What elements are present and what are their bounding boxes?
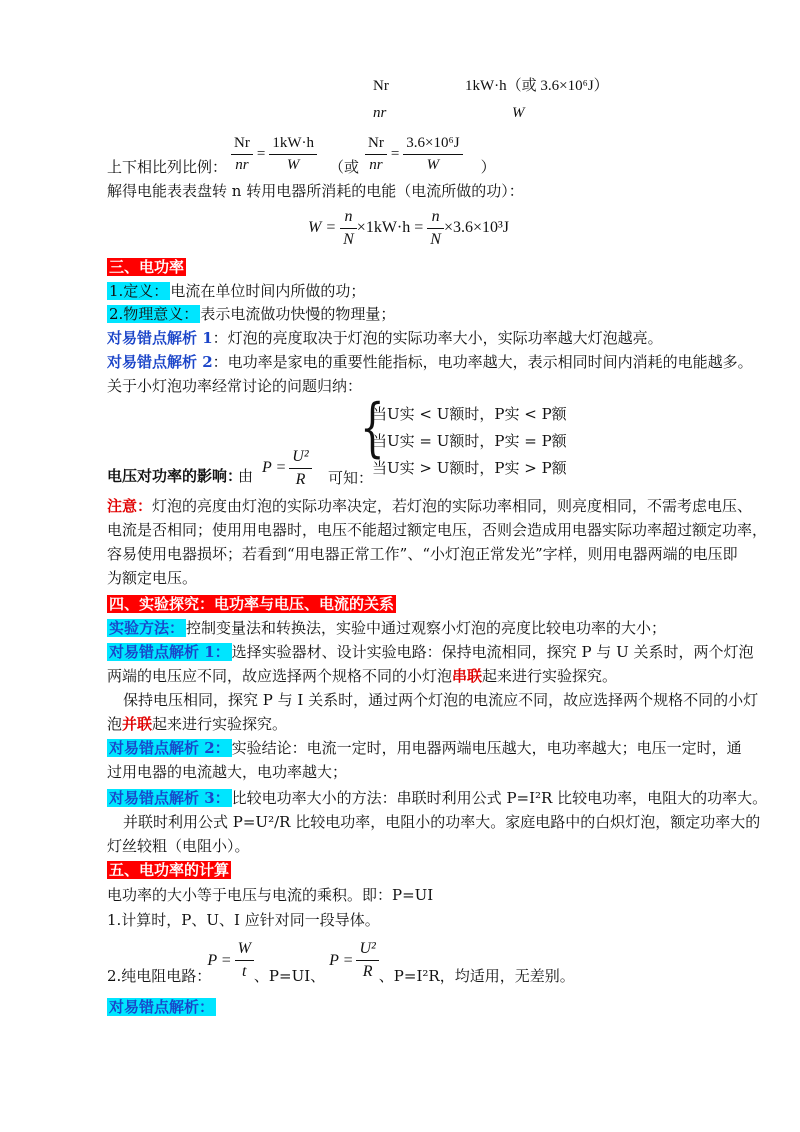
series-keyword: 串联 — [452, 667, 483, 685]
meaning-label: 2.物理意义： — [109, 305, 199, 323]
parallel-line-1: 保持电压相同，探究 P 与 I 关系时，通过两个灯泡的电流应不同，故应选择两个规格不同的小灯 — [123, 691, 759, 709]
note-label: 注意： — [107, 497, 153, 515]
top-w: W — [512, 105, 525, 121]
definition-label: 1.定义： — [109, 282, 169, 300]
s5-line-2: 1.计算时，P、U、I 应针对同一段导体。 — [107, 911, 380, 929]
note-line-3: 容易使用电器损坏；若看到“用电器正常工作”、“小灯泡正常发光”字样，则用电器两端的电压即 — [107, 545, 738, 563]
error-analysis-1: 对易错点解析 1：灯泡的亮度取决于灯泡的实际功率大小，实际功率越大灯泡越亮。 — [107, 329, 663, 347]
s4-error-3-line-2: 并联时利用公式 P=U²/R 比较电功率，电阻小的功率大。家庭电路中的白炽灯泡，额定功率大的 — [123, 813, 761, 831]
s4-error-3-line-1: 对易错点解析 3： 比较电功率大小的方法：串联时利用公式 P=I²R 比较电功率，电阻大的功率大。 — [109, 789, 768, 807]
definition-line: 1.定义： 电流在单位时间内所做的功； — [109, 282, 366, 300]
meaning-line: 2.物理意义： 表示电流做功快慢的物理量； — [109, 305, 396, 323]
fraction-joule-w: $\frac{\text{3.6×10⁶J}}{W}$ — [403, 134, 462, 175]
s5-line-1: 电功率的大小等于电压与电流的乘积。即：P=UI — [107, 886, 434, 904]
power-formula: P = $\frac{\text{U²}}{R}$ — [262, 446, 312, 490]
energy-formula: W = $\frac{n}{N}$ ×1kW·h = $\frac{n}{N}$ ×3.6×10³J — [308, 207, 510, 248]
solve-line: 解得电能表表盘转 n 转用电器所消耗的电能（电流所做的功）： — [107, 182, 524, 200]
section-5-title: 五、电功率的计算 — [109, 861, 230, 879]
s4-error-2-line-2: 过用电器的电流越大，电功率越大； — [107, 763, 348, 781]
s4-error-2-line-1: 对易错点解析 2： 实验结论：电流一定时，用电器两端电压越大，电功率越大；电压一定时，通 — [109, 739, 742, 757]
proportion-label: 上下相比列比例： — [107, 158, 228, 177]
note-line-2: 电流是否相同；使用用电器时，电压不能超过额定电压，否则会造成用电器实际功率超过额定功率， — [107, 521, 768, 539]
parallel-keyword: 并联 — [122, 715, 153, 733]
left-brace: { — [360, 391, 385, 465]
voltage-effect-label: 电压对功率的影响： — [107, 467, 243, 485]
top-nr: Nr — [373, 78, 389, 94]
note-line-1: 注意：灯泡的亮度由灯泡的实际功率决定，若灯泡的实际功率相同，则亮度相同，不需考虑电压、 — [107, 497, 753, 515]
summary-line: 关于小灯泡功率经常讨论的问题归纳： — [107, 377, 363, 395]
note-line-4: 为额定电压。 — [107, 569, 198, 587]
fraction-kwh-w: $\frac{1kW\cdot h}{W}$ — [269, 134, 317, 175]
section-4-title: 四、实验探究：电功率与电压、电流的关系 — [109, 595, 395, 613]
pure-resistance-line: 2.纯电阻电路： P = $\frac{W}{t}$ 、P=UI、 P = $\frac{\text{U²}}{R}$ 、P=I²R，均适用，无差别。 — [107, 940, 575, 986]
section-3-title: 三、电功率 — [109, 258, 185, 276]
fraction-nr-nr-2: $\frac{Nr}{nr}$ — [365, 134, 387, 175]
s4-error-1-line-2: 两端的电压应不同，故应选择两个规格不同的小灯泡串联起来进行实验探究。 — [107, 667, 618, 685]
case-3: 当U实 > U额时，P实 > P额 — [372, 459, 567, 477]
case-2: 当U实 = U额时，P实 = P额 — [372, 432, 567, 450]
fraction-nr-nr: $\frac{Nr}{nr}$ — [231, 134, 253, 175]
top-kwh: 1kW·h（或 3.6×10⁶J） — [465, 78, 609, 94]
s4-error-3-line-3: 灯丝较粗（电阻小）。 — [107, 837, 250, 855]
method-line: 实验方法： 控制变量法和转换法，实验中通过观察小灯泡的亮度比较电功率的大小； — [109, 619, 667, 637]
error-analysis-2: 对易错点解析 2：电功率是家电的重要性能指标，电功率越大，表示相同时间内消耗的电能越多。 — [107, 353, 753, 371]
case-1: 当U实 < U额时，P实 < P额 — [372, 405, 567, 423]
method-label: 实验方法： — [109, 619, 185, 637]
s5-error-label: 对易错点解析： — [109, 998, 215, 1016]
parallel-line-2: 泡并联起来进行实验探究。 — [107, 715, 288, 733]
top-nr2: nr — [373, 105, 387, 121]
proportion-line: 上下相比列比例： $\frac{Nr}{nr}$ = $\frac{1kW\cdot h}{W}$ （或 $\frac{Nr}{nr}$ = $\frac{\text{3.6×10⁶J}}{W}$ ） — [107, 134, 496, 177]
s4-error-1-line-1: 对易错点解析 1： 选择实验器材、设计实验电路：保持电流相同，探究 P 与 U 关系时，两个灯泡 — [109, 643, 754, 661]
